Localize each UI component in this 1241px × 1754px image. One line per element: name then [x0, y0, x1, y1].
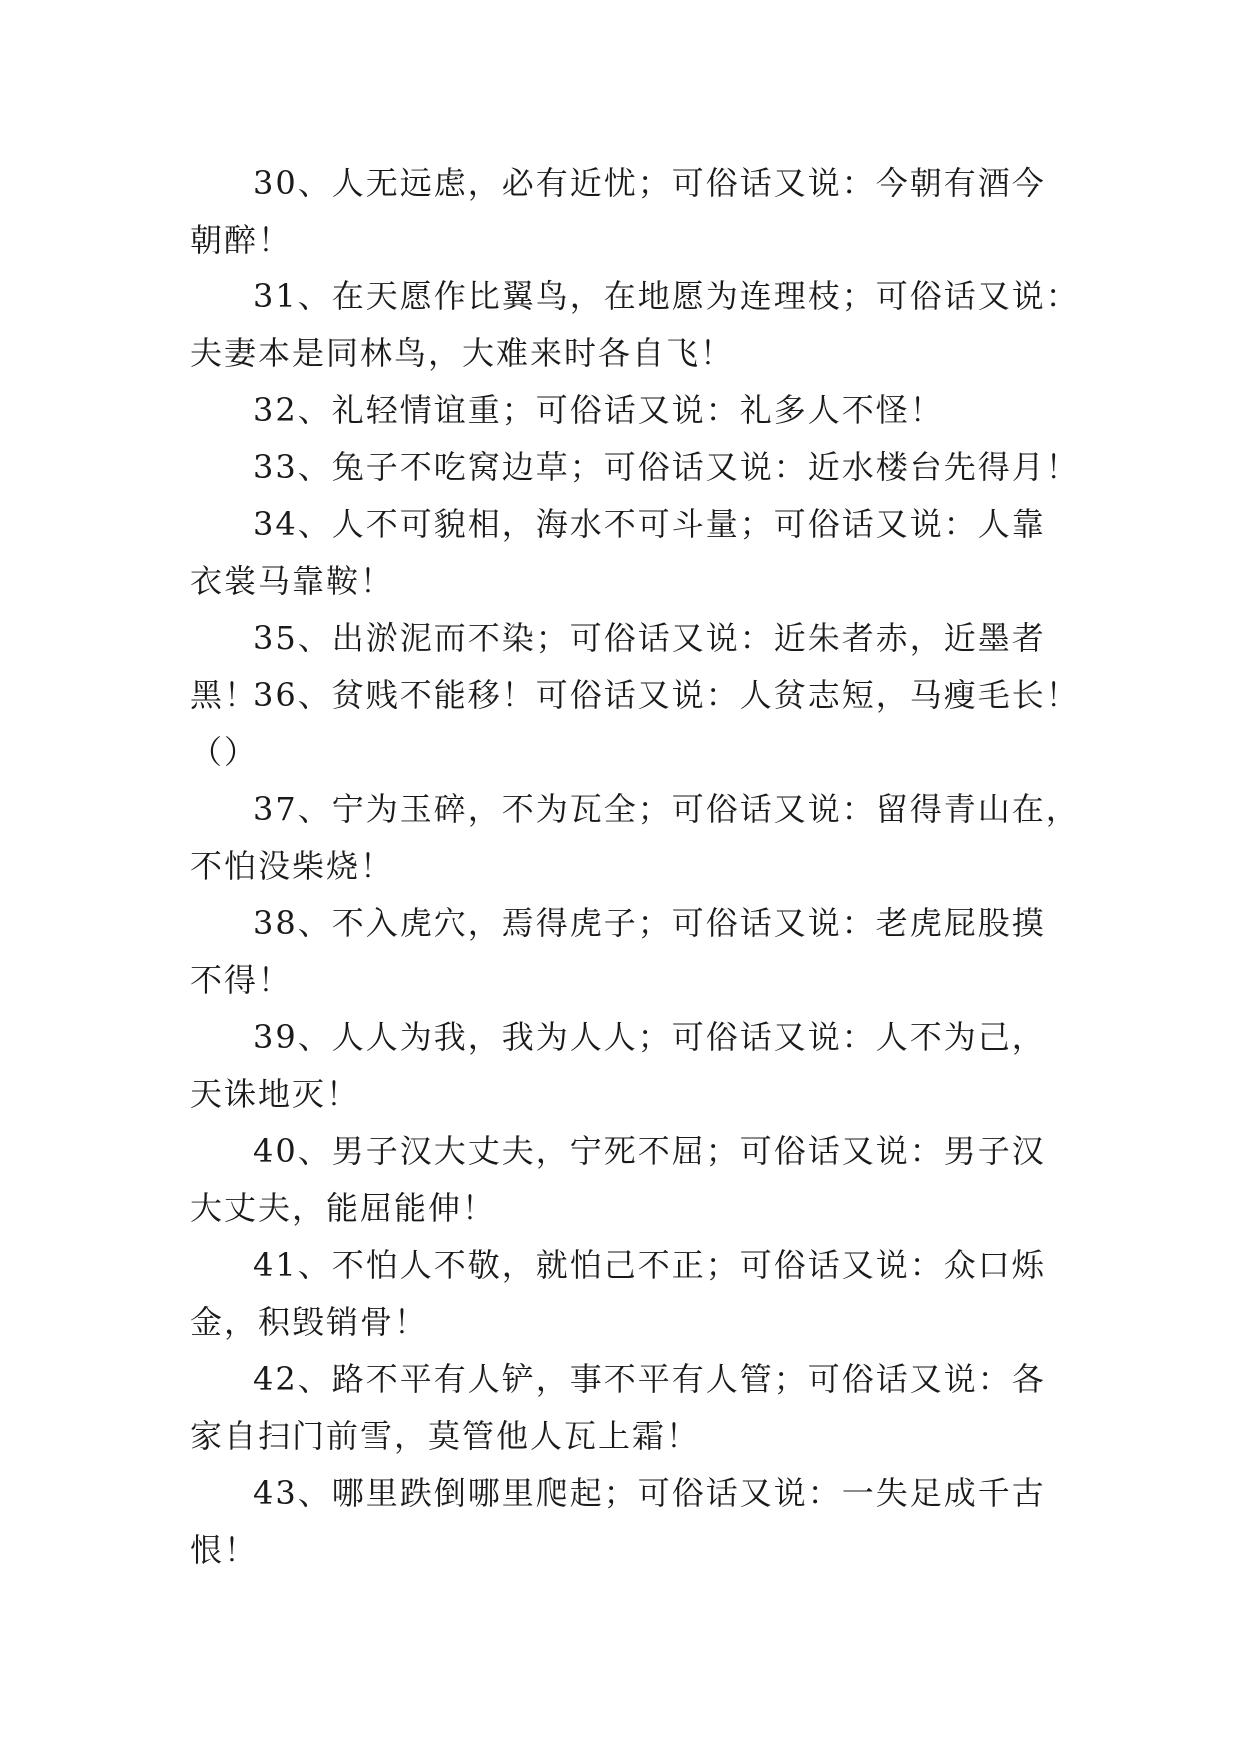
- paragraph-36: 36、贫贱不能移！可俗话又说：人贫志短，马瘦毛长！（）: [190, 676, 1080, 771]
- paragraph-37: 37、宁为玉碎，不为瓦全；可俗话又说：留得青山在，不怕没柴烧！: [190, 790, 1080, 885]
- paragraph-35: 35、出淤泥而不染；可俗话又说：近朱者赤，近墨者黑！: [190, 619, 1046, 714]
- paragraph-43: 43、哪里跌倒哪里爬起；可俗话又说：一失足成千古恨！: [190, 1474, 1046, 1569]
- paragraph-39: 39、人人为我，我为人人；可俗话又说：人不为己，天诛地灭！: [190, 1018, 1046, 1113]
- paragraph-34: 34、人不可貌相，海水不可斗量；可俗话又说：人靠衣裳马靠鞍！: [190, 505, 1046, 600]
- paragraph-30: 30、人无远虑，必有近忧；可俗话又说：今朝有酒今朝醉！: [190, 164, 1046, 259]
- paragraph-41: 41、不怕人不敬，就怕己不正；可俗话又说：众口烁金，积毁销骨！: [190, 1246, 1046, 1341]
- paragraph-42: 42、路不平有人铲，事不平有人管；可俗话又说：各家自扫门前雪，莫管他人瓦上霜！: [190, 1360, 1046, 1455]
- paragraph-33: 33、兔子不吃窝边草；可俗话又说：近水楼台先得月！: [253, 448, 1080, 486]
- paragraph-31: 31、在天愿作比翼鸟，在地愿为连理枝；可俗话又说：夫妻本是同林鸟，大难来时各自飞！: [190, 277, 1080, 372]
- paragraph-32: 32、礼轻情谊重；可俗话又说：礼多人不怪！: [253, 391, 944, 429]
- paragraph-38: 38、不入虎穴，焉得虎子；可俗话又说：老虎屁股摸不得！: [190, 904, 1046, 999]
- paragraph-40: 40、男子汉大丈夫，宁死不屈；可俗话又说：男子汉大丈夫，能屈能伸！: [190, 1132, 1046, 1227]
